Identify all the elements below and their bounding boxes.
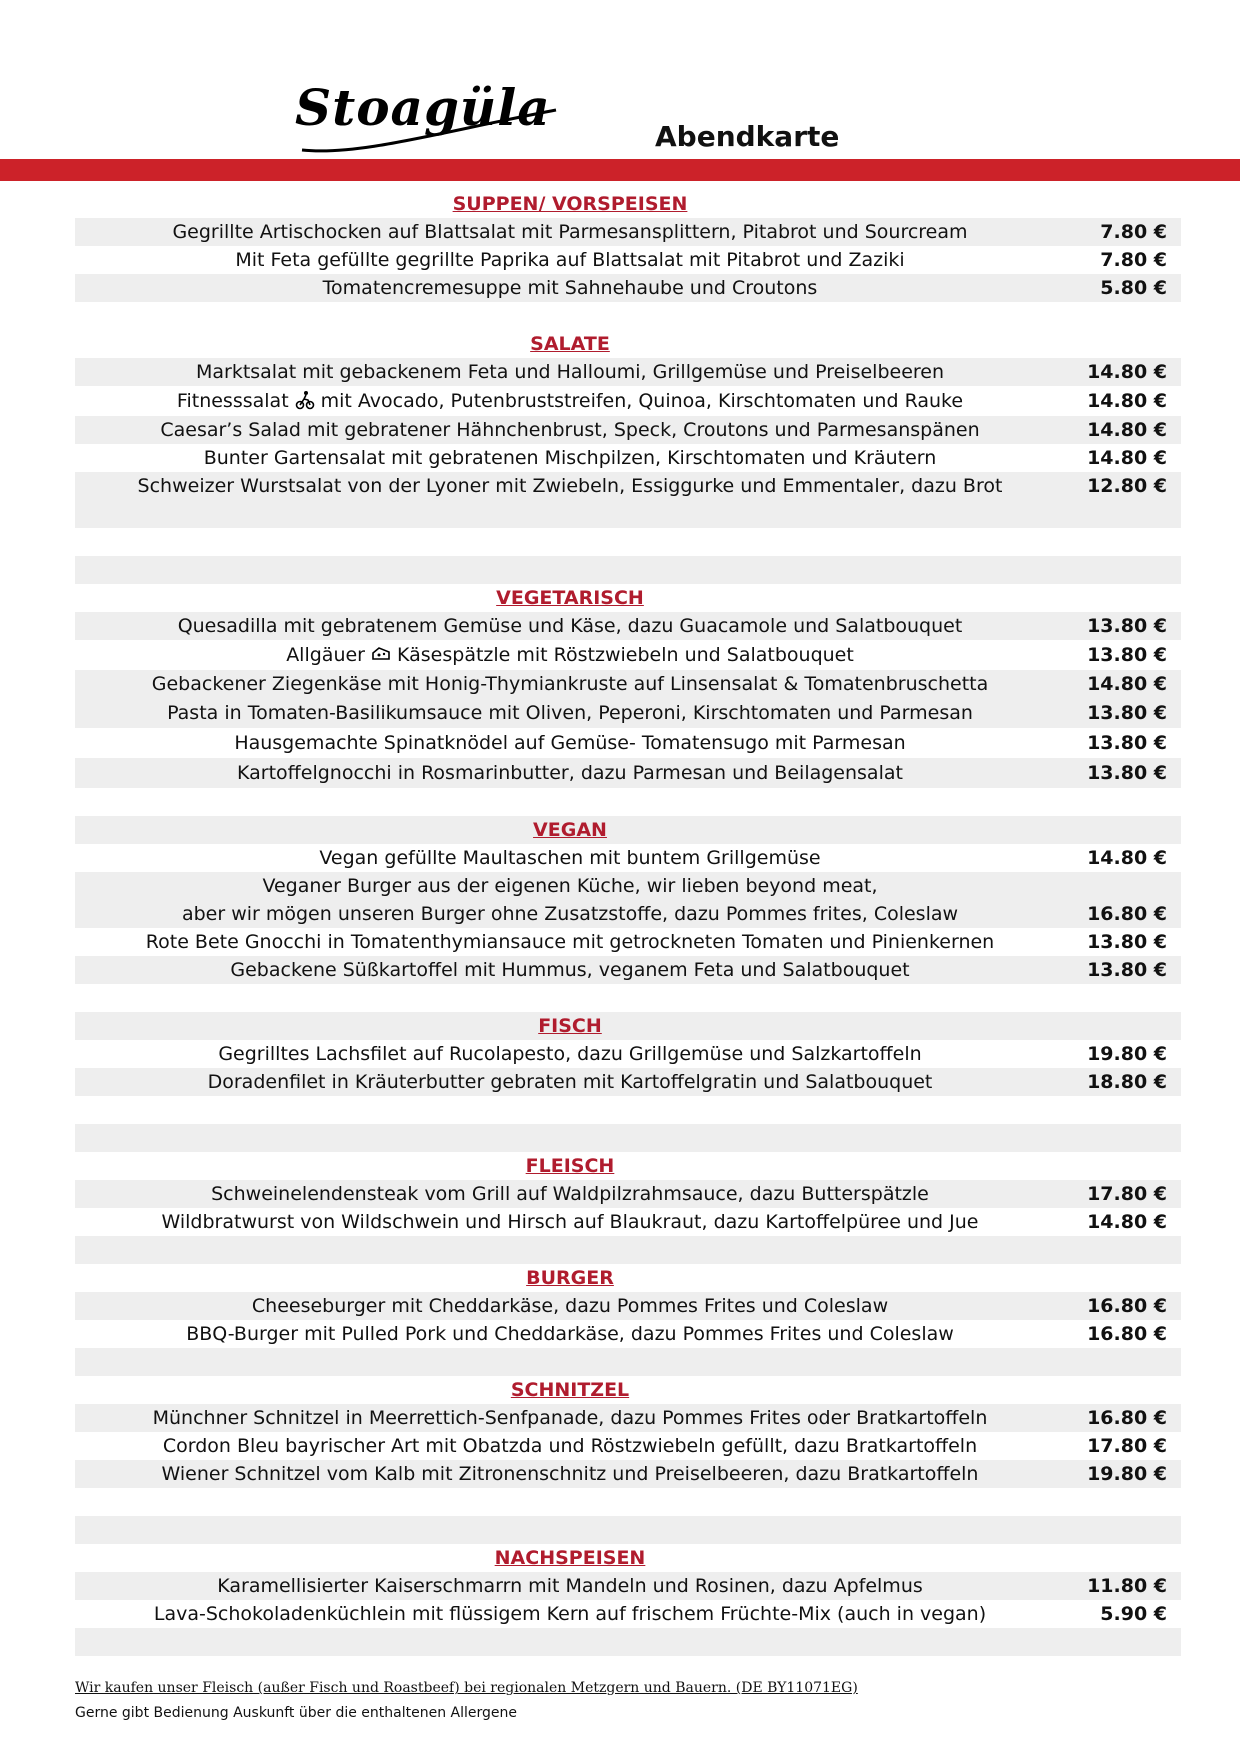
menu-item bbox=[75, 1432, 1181, 1460]
menu-item bbox=[75, 1180, 1181, 1208]
price: 19.80 € bbox=[1087, 1463, 1167, 1485]
section-heading-vegetarian: VEGETARISCH bbox=[496, 587, 644, 609]
spacer bbox=[75, 1124, 1181, 1152]
menu-item bbox=[75, 416, 1181, 444]
price: 5.90 € bbox=[1100, 1603, 1167, 1625]
dish-name: Bunter Gartensalat mit gebratenen Mischpilzen, Kirschtomaten und Kräutern bbox=[203, 447, 937, 469]
dish-name: Veganer Burger aus der eigenen Küche, wir lieben beyond meat, bbox=[262, 875, 878, 897]
spacer bbox=[75, 1516, 1181, 1544]
dish-name: Gebackener Ziegenkäse mit Honig-Thymiankruste auf Linsensalat & Tomatenbruschetta bbox=[151, 673, 989, 695]
sourcing-note: Wir kaufen unser Fleisch (außer Fisch und Roastbeef) bei regionalen Metzgern und Bauern. (DE BY11071EG) bbox=[75, 1680, 858, 1696]
menu-item bbox=[75, 928, 1181, 956]
dish-name: Karamellisierter Kaiserschmarrn mit Mandeln und Rosinen, dazu Apfelmus bbox=[217, 1575, 923, 1597]
dish-name: Fitnesssalat mit Avocado, Putenbruststreifen, Quinoa, Kirschtomaten und Rauke bbox=[176, 390, 964, 412]
price: 14.80 € bbox=[1087, 673, 1167, 695]
menu-item bbox=[75, 1460, 1181, 1488]
spacer bbox=[75, 302, 1181, 330]
menu-item bbox=[75, 670, 1181, 698]
dish-name: aber wir mögen unseren Burger ohne Zusatzstoffe, dazu Pommes frites, Coleslaw bbox=[181, 903, 959, 925]
dish-name: Tomatencremesuppe mit Sahnehaube und Croutons bbox=[322, 277, 818, 299]
price: 18.80 € bbox=[1087, 1071, 1167, 1093]
cheese-icon bbox=[371, 644, 391, 664]
spacer bbox=[75, 500, 1181, 528]
dish-name: Schweinelendensteak vom Grill auf Waldpilzrahmsauce, dazu Butterspätzle bbox=[211, 1183, 929, 1205]
section-heading-fish: FISCH bbox=[75, 1012, 1181, 1040]
price: 13.80 € bbox=[1087, 702, 1167, 724]
menu-item bbox=[75, 758, 1181, 788]
spacer bbox=[75, 1628, 1181, 1656]
page-title: Abendkarte bbox=[655, 120, 840, 153]
price: 14.80 € bbox=[1087, 847, 1167, 869]
menu-item bbox=[75, 640, 1181, 670]
price: 14.80 € bbox=[1087, 1211, 1167, 1233]
price: 13.80 € bbox=[1087, 762, 1167, 784]
dish-name: Allgäuer Käsespätzle mit Röstzwiebeln und Salatbouquet bbox=[286, 644, 854, 666]
section-heading-vegan: VEGAN bbox=[75, 816, 1181, 844]
dish-name: Doradenfilet in Kräuterbutter gebraten mit Kartoffelgratin und Salatbouquet bbox=[207, 1071, 933, 1093]
section-heading-burger: BURGER bbox=[526, 1267, 614, 1289]
menu-item bbox=[75, 1068, 1181, 1096]
price: 16.80 € bbox=[1087, 1323, 1167, 1345]
menu-item bbox=[75, 1404, 1181, 1432]
price: 17.80 € bbox=[1087, 1183, 1167, 1205]
dish-name: Gebackene Süßkartoffel mit Hummus, veganem Feta und Salatbouquet bbox=[230, 959, 910, 981]
price: 11.80 € bbox=[1087, 1575, 1167, 1597]
dish-name: Gegrillte Artischocken auf Blattsalat mit Parmesansplittern, Pitabrot und Sourcream bbox=[172, 221, 968, 243]
menu-item bbox=[75, 728, 1181, 758]
dish-name: Cordon Bleu bayrischer Art mit Obatzda und Röstzwiebeln gefüllt, dazu Bratkartoffeln bbox=[162, 1435, 978, 1457]
dish-name: Quesadilla mit gebratenem Gemüse und Käse, dazu Guacamole und Salatbouquet bbox=[177, 615, 963, 637]
menu-item bbox=[75, 900, 1181, 928]
price: 13.80 € bbox=[1087, 959, 1167, 981]
section-heading-desserts: NACHSPEISEN bbox=[494, 1547, 646, 1569]
price: 13.80 € bbox=[1087, 615, 1167, 637]
spacer bbox=[75, 788, 1181, 816]
menu-item bbox=[75, 472, 1181, 500]
menu-item bbox=[75, 1600, 1181, 1628]
header-red-bar bbox=[0, 159, 1240, 181]
dish-name: Marktsalat mit gebackenem Feta und Halloumi, Grillgemüse und Preiselbeeren bbox=[195, 361, 945, 383]
spacer bbox=[75, 528, 1181, 556]
allergen-note: Gerne gibt Bedienung Auskunft über die enthaltenen Allergene bbox=[75, 1705, 517, 1721]
price: 5.80 € bbox=[1100, 277, 1167, 299]
spacer bbox=[75, 556, 1181, 584]
menu-item bbox=[75, 386, 1181, 416]
dish-name: Wiener Schnitzel vom Kalb mit Zitronenschnitz und Preiselbeeren, dazu Bratkartoffeln bbox=[161, 1463, 979, 1485]
menu bbox=[75, 190, 1181, 1656]
price: 14.80 € bbox=[1087, 447, 1167, 469]
menu-item bbox=[75, 246, 1181, 274]
price: 7.80 € bbox=[1100, 249, 1167, 271]
menu-item bbox=[75, 218, 1181, 246]
dish-name: Caesar’s Salad mit gebratener Hähnchenbrust, Speck, Croutons und Parmesanspänen bbox=[160, 419, 980, 441]
dish-name: Kartoffelgnocchi in Rosmarinbutter, dazu Parmesan und Beilagensalat bbox=[237, 762, 903, 784]
price: 13.80 € bbox=[1087, 644, 1167, 666]
menu-item bbox=[75, 698, 1181, 728]
menu-item bbox=[75, 1040, 1181, 1068]
dish-name: Rote Bete Gnocchi in Tomatenthymiansauce mit getrockneten Tomaten und Pinienkernen bbox=[145, 931, 995, 953]
menu-item bbox=[75, 872, 1181, 900]
spacer bbox=[75, 1096, 1181, 1124]
spacer bbox=[75, 1488, 1181, 1516]
price: 16.80 € bbox=[1087, 1407, 1167, 1429]
price: 12.80 € bbox=[1087, 475, 1167, 497]
price: 19.80 € bbox=[1087, 1043, 1167, 1065]
menu-item bbox=[75, 1208, 1181, 1236]
dish-name: Vegan gefüllte Maultaschen mit buntem Grillgemüse bbox=[319, 847, 821, 869]
dish-name: Lava-Schokoladenküchlein mit flüssigem Kern auf frischem Früchte-Mix (auch in vegan) bbox=[153, 1603, 987, 1625]
dish-name: Hausgemachte Spinatknödel auf Gemüse- Tomatensugo mit Parmesan bbox=[234, 732, 906, 754]
dish-name: Münchner Schnitzel in Meerrettich-Senfpanade, dazu Pommes Frites oder Bratkartoffeln bbox=[152, 1407, 988, 1429]
section-heading-meat: FLEISCH bbox=[525, 1155, 615, 1177]
dish-name: BBQ-Burger mit Pulled Pork und Cheddarkäse, dazu Pommes Frites und Coleslaw bbox=[186, 1323, 954, 1345]
menu-item bbox=[75, 358, 1181, 386]
spacer bbox=[75, 1348, 1181, 1376]
spacer bbox=[75, 1236, 1181, 1264]
dish-name: Gegrilltes Lachsfilet auf Rucolapesto, dazu Grillgemüse und Salzkartoffeln bbox=[218, 1043, 922, 1065]
menu-item bbox=[75, 1572, 1181, 1600]
price: 7.80 € bbox=[1100, 221, 1167, 243]
section-heading-salads: SALATE bbox=[530, 333, 610, 355]
menu-item bbox=[75, 444, 1181, 472]
menu-item bbox=[75, 274, 1181, 302]
menu-item bbox=[75, 1320, 1181, 1348]
menu-item bbox=[75, 612, 1181, 640]
price: 16.80 € bbox=[1087, 903, 1167, 925]
menu-item bbox=[75, 956, 1181, 984]
dish-name: Mit Feta gefüllte gegrillte Paprika auf Blattsalat mit Pitabrot und Zaziki bbox=[235, 249, 905, 271]
dish-name: Schweizer Wurstsalat von der Lyoner mit Zwiebeln, Essiggurke und Emmentaler, dazu Brot bbox=[137, 475, 1003, 497]
dish-name: Cheeseburger mit Cheddarkäse, dazu Pommes Frites und Coleslaw bbox=[251, 1295, 889, 1317]
menu-item bbox=[75, 1292, 1181, 1320]
price: 16.80 € bbox=[1087, 1295, 1167, 1317]
price: 13.80 € bbox=[1087, 732, 1167, 754]
section-heading-schnitzel: SCHNITZEL bbox=[510, 1379, 630, 1401]
dish-name: Wildbratwurst von Wildschwein und Hirsch auf Blaukraut, dazu Kartoffelpüree und Jue bbox=[161, 1211, 979, 1233]
restaurant-logo: Stoagüla bbox=[295, 78, 551, 137]
menu-item bbox=[75, 844, 1181, 872]
price: 14.80 € bbox=[1087, 390, 1167, 412]
price: 14.80 € bbox=[1087, 361, 1167, 383]
cyclist-icon bbox=[295, 390, 315, 410]
price: 17.80 € bbox=[1087, 1435, 1167, 1457]
spacer bbox=[75, 984, 1181, 1012]
price: 13.80 € bbox=[1087, 931, 1167, 953]
dish-name: Pasta in Tomaten-Basilikumsauce mit Oliven, Peperoni, Kirschtomaten und Parmesan bbox=[167, 702, 973, 724]
section-heading-soups: SUPPEN/ VORSPEISEN bbox=[452, 193, 688, 215]
price: 14.80 € bbox=[1087, 419, 1167, 441]
